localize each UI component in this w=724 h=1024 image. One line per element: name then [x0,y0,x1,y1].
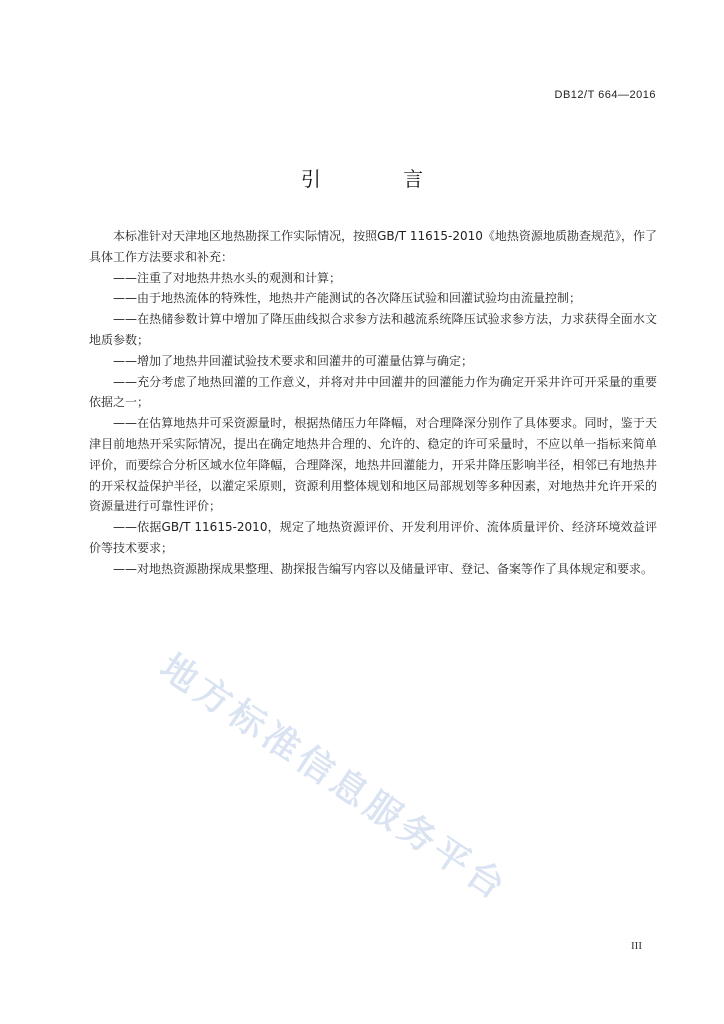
list-item: ——依据GB/T 11615-2010，规定了地热资源评价、开发利用评价、流体质量评价、经济环境效益评价等技术要求； [89,520,657,555]
standard-code: DB12/T 664—2016 [554,89,656,101]
list-item: ——对地热资源勘探成果整理、勘探报告编写内容以及储量评审、登记、备案等作了具体规定和要求。 [113,561,654,576]
section-title: 引 言 [300,167,462,191]
body-text [89,226,657,580]
list-item: ——增加了地热井回灌试验技术要求和回灌井的可灌量估算与确定； [113,353,474,368]
list-item: ——充分考虑了地热回灌的工作意义，并将对井中回灌井的回灌能力作为确定开采井许可开采量的重要依据之一； [89,374,657,410]
watermark: 地方标准信息服务平台 [152,646,516,910]
list-item: ——由于地热流体的特殊性，地热井产能测试的各次降压试验和回灌试验均由流量控制； [113,291,582,306]
list-item: ——在估算地热井可采资源量时，根据热储压力年降幅，对合理降深分别作了具体要求。同时，鉴于天津目前地热开采实际情况，提出在确定地热井合理的、允许的、稳定的许可采量时，不应以单一指标来简单评价，而要综合分析区域水位年降幅，合理降深，地热井回灌能力，开采井降压影响半径，相邻已有地热井的开采权益保护半径，以灌定采原则，资源利用整体规划和地区局部规划等多种因素，对地热井允许开采的资源量进行可靠性评价； [89,416,657,514]
intro-paragraph: 本标准针对天津地区地热勘探工作实际情况，按照GB/T 11615-2010《地热资源地质勘查规范》，作了具体工作方法要求和补充： [89,229,657,264]
list-item: ——在热储参数计算中增加了降压曲线拟合求参方法和越流系统降压试验求参方法，力求获得全面水文地质参数； [89,312,657,347]
page-number: III [631,940,642,952]
list-item: ——注重了对地热井热水头的观测和计算； [113,270,342,285]
